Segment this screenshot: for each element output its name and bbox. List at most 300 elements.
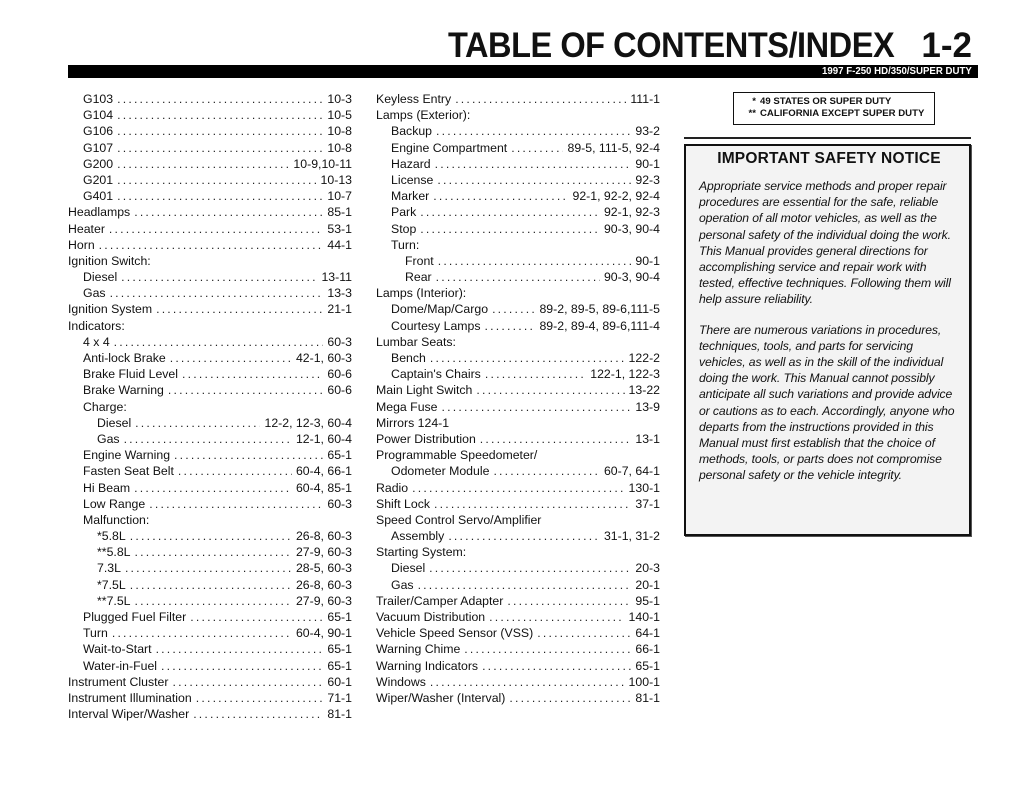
header-bar [68,65,978,78]
entry-pages: 65-1 [327,658,352,673]
dot-leader [182,366,323,382]
dot-leader [492,301,535,317]
entry-pages: 140-1 [628,610,660,624]
page-number: 1-2 [921,26,972,65]
footnote-legend [733,92,935,125]
entry-pages: 28-5, 60-3 [295,561,352,576]
index-entry [68,188,352,204]
entry-label: License [391,172,434,187]
entry-label: Turn [83,626,108,641]
index-entry [376,625,660,641]
dot-leader [174,447,323,463]
entry-label: Stop [391,221,417,236]
entry-pages: 44-1 [327,237,352,252]
dot-leader [135,593,292,609]
entry-pages: 60-3 [327,496,352,511]
dot-leader [438,253,632,269]
index-entry [68,91,352,107]
page-header [440,26,980,66]
entry-label: Diesel [97,415,132,430]
index-entry [68,156,352,172]
dot-leader [99,237,324,253]
index-entry [376,350,660,366]
entry-label: Gas [391,577,414,592]
index-entry [68,350,352,366]
entry-pages: 60-6 [327,383,352,398]
index-entry [376,382,660,398]
index-heading [68,253,352,269]
dot-leader [117,172,316,188]
index-entry [68,415,352,431]
dot-leader [485,366,586,382]
index-entry [376,188,660,204]
entry-pages: 26-8, 60-3 [295,529,352,544]
index-entry [376,123,660,139]
index-entry [68,496,352,512]
dot-leader [114,334,324,350]
dot-leader [442,399,632,415]
index-heading [376,237,660,253]
entry-pages: 13-3 [327,286,352,301]
entry-pages: 90-1 [635,156,660,171]
dot-leader [482,658,631,674]
entry-pages: 60-7, 64-1 [603,464,660,479]
entry-label: Water-in-Fuel [83,658,158,673]
dot-leader [435,156,632,172]
dot-leader [455,91,626,107]
footnote-line [742,96,934,108]
entry-pages: 10-5 [327,108,352,123]
entry-pages: 65-1 [327,610,352,624]
index-entry [376,140,660,156]
entry-label: Heater [68,221,105,236]
entry-pages: 12-1, 60-4 [295,431,352,446]
entry-pages: 27-9, 60-3 [295,545,352,560]
entry-label: 7.3L [97,561,121,576]
dot-leader [511,140,563,156]
index-heading [376,334,660,350]
index-entry [68,641,352,657]
entry-pages: 89-2, 89-4, 89-6,111-4 [539,318,660,333]
dot-leader [509,690,631,706]
dot-leader [412,480,624,496]
dot-leader [117,140,323,156]
dot-leader [448,528,600,544]
entry-label: **5.8L [97,545,131,560]
entry-pages: 65-1 [327,448,352,463]
index-heading [376,544,660,560]
entry-label: G401 [83,189,114,204]
dot-leader [418,577,632,593]
dot-leader [156,641,324,657]
entry-pages: 122-2 [628,351,660,365]
entry-label: Speed Control Servo/Amplifier [376,512,542,527]
dot-leader [109,221,323,237]
dot-leader [134,480,292,496]
entry-label: **7.5L [97,593,131,608]
dot-leader [430,350,625,366]
entry-pages: 27-9, 60-3 [295,593,352,608]
index-entry [376,253,660,269]
entry-pages: 64-1 [635,626,660,641]
entry-pages: 10-8 [327,140,352,155]
safety-notice-title: IMPORTANT SAFETY NOTICE [717,150,941,167]
entry-pages: 111-1 [630,92,660,106]
safety-notice-box [684,144,971,536]
entry-label: Gas [97,431,120,446]
index-entry [68,658,352,674]
index-entry [376,399,660,415]
entry-pages: 21-1 [327,302,352,317]
entry-pages: 95-1 [635,593,660,608]
entry-label: Lamps (Interior): [376,286,467,301]
dot-leader [420,204,600,220]
index-heading [68,512,352,528]
index-entry [68,480,352,496]
index-column-1 [68,91,352,722]
index-column-2 [376,91,660,706]
entry-pages: 60-3 [327,334,352,349]
dot-leader [433,188,568,204]
dot-leader [429,560,631,576]
dot-leader [178,463,292,479]
dot-leader [436,269,600,285]
index-entry [68,382,352,398]
index-entry [68,107,352,123]
dot-leader [134,204,323,220]
entry-label: Horn [68,237,95,252]
entry-label: Brake Warning [83,383,164,398]
entry-label: Headlamps [68,205,131,220]
index-entry [68,625,352,641]
entry-label: Vehicle Speed Sensor (VSS) [376,626,534,641]
index-entry [376,269,660,285]
entry-label: Rear [405,270,432,285]
entry-pages: 60-4, 85-1 [295,480,352,495]
index-entry [376,496,660,512]
entry-label: *7.5L [97,577,126,592]
entry-pages: 122-1, 122-3 [590,367,660,382]
dot-leader [135,544,292,560]
index-entry [68,593,352,609]
index-entry [68,172,352,188]
dot-leader [130,528,292,544]
entry-label: Ignition Switch: [68,253,151,268]
entry-pages: 100-1 [628,674,660,689]
entry-label: Hazard [391,156,431,171]
entry-label: Indicators: [68,318,125,333]
footnote-text: CALIFORNIA EXCEPT SUPER DUTY [760,108,925,119]
dot-leader [420,221,600,237]
index-entry [68,204,352,220]
entry-pages: 93-2 [635,124,660,139]
entry-label: Anti-lock Brake [83,351,166,365]
dot-leader [430,674,625,690]
entry-pages: 92-1, 92-2, 92-4 [572,189,660,204]
index-entry [376,366,660,382]
dot-leader [436,123,631,139]
entry-label: Fasten Seat Belt [83,464,174,479]
index-entry [68,577,352,593]
dot-leader [124,431,292,447]
entry-label: Plugged Fuel Filter [83,610,187,624]
entry-pages: 90-3, 90-4 [603,270,660,285]
index-entry [376,156,660,172]
index-heading [376,107,660,123]
entry-label: 4 x 4 [83,334,110,349]
entry-label: Marker [391,189,430,204]
index-entry [68,560,352,576]
entry-pages: 42-1, 60-3 [295,351,352,365]
entry-label: Engine Compartment [391,140,508,155]
dot-leader [110,285,324,301]
index-entry [376,674,660,690]
entry-label: Mega Fuse [376,399,438,414]
entry-pages: 10-13 [320,172,352,187]
page-title: TABLE OF CONTENTS/INDEX [448,26,895,65]
safety-notice-paragraph: There are numerous variations in procedures, techniques, tools, and parts for servicing vehicles, as well as in the skill of the individual doing the work. This Manual cannot possibly anticipate all such variations and provide advice or cautions as to each. Accordingly, anyone who departs from the instructions provided in this Manual must first establish that the choice of methods, tools, or parts does not compromise personal safety or the vehicle integrity. [699,322,955,483]
index-entry [376,91,660,107]
entry-label: Shift Lock [376,496,430,511]
entry-pages: 89-2, 89-5, 89-6,111-5 [539,302,660,317]
entry-label: Windows [376,674,426,689]
dot-leader [170,350,292,366]
dot-leader [193,706,323,722]
entry-label: Lamps (Exterior): [376,108,471,123]
entry-pages: 13-9 [635,399,660,414]
entry-label: Wait-to-Start [83,642,152,657]
footnote-line [742,108,934,120]
dot-leader [135,415,260,431]
dot-leader [464,641,631,657]
index-entry [68,674,352,690]
index-heading [376,285,660,301]
entry-label: Assembly [391,529,445,544]
dot-leader [161,658,323,674]
entry-label: Power Distribution [376,431,476,446]
index-entry [68,123,352,139]
divider-rule [684,137,971,139]
entry-pages: 92-3 [635,172,660,187]
index-entry [68,285,352,301]
entry-label: Courtesy Lamps [391,318,481,333]
entry-pages: 60-1 [327,674,352,689]
index-entry [68,140,352,156]
entry-pages: 89-5, 111-5, 92-4 [567,140,660,155]
dot-leader [196,690,324,706]
dot-leader [112,625,292,641]
entry-label: Vacuum Distribution [376,610,486,624]
index-entry [376,172,660,188]
entry-label: Engine Warning [83,448,171,463]
dot-leader [121,269,317,285]
index-entry [376,463,660,479]
index-entry [68,269,352,285]
entry-pages: 10-7 [327,189,352,204]
entry-label: Malfunction: [83,512,150,527]
entry-label: Odometer Module [391,464,490,479]
dot-leader [190,609,323,625]
entry-pages: 85-1 [327,205,352,220]
dot-leader [480,431,632,447]
dot-leader [156,301,323,317]
entry-label: Park [391,205,417,220]
entry-pages: 81-1 [635,690,660,705]
index-entry [376,431,660,447]
entry-pages: 71-1 [327,690,352,705]
entry-pages: 60-6 [327,367,352,382]
entry-label: Programmable Speedometer/ [376,448,538,463]
entry-label: Bench [391,351,426,365]
entry-pages: 13-22 [628,383,660,398]
entry-label: Mirrors 124-1 [376,415,450,430]
entry-pages: 81-1 [327,707,352,722]
entry-pages: 13-11 [321,270,352,285]
entry-label: G201 [83,172,114,187]
entry-label: Starting System: [376,545,467,560]
entry-label: *5.8L [97,529,126,544]
index-entry [376,301,660,317]
index-entry [376,480,660,496]
index-entry [68,221,352,237]
entry-label: Diesel [83,270,118,285]
entry-label: Front [405,253,434,268]
entry-label: G107 [83,140,114,155]
index-entry [68,609,352,625]
dot-leader [117,156,289,172]
index-entry [376,528,660,544]
entry-label: G104 [83,108,114,123]
dot-leader [489,609,624,625]
entry-pages: 20-1 [635,577,660,592]
index-entry [376,593,660,609]
entry-label: G103 [83,92,114,106]
entry-pages: 130-1 [628,480,660,495]
dot-leader [117,107,323,123]
vehicle-subtitle: 1997 F-250 HD/350/SUPER DUTY [822,65,972,77]
index-entry [68,528,352,544]
index-heading [376,512,660,528]
entry-label: Turn: [391,237,420,252]
index-entry [68,334,352,350]
dot-leader [537,625,631,641]
entry-label: Dome/Map/Cargo [391,302,489,317]
index-entry [376,658,660,674]
index-entry [376,560,660,576]
entry-pages: 20-3 [635,561,660,576]
dot-leader [507,593,631,609]
entry-pages: 60-4, 90-1 [295,626,352,641]
index-entry [376,318,660,334]
entry-pages: 65-1 [327,642,352,657]
dot-leader [130,577,292,593]
index-heading [68,399,352,415]
index-entry [376,641,660,657]
entry-label: Backup [391,124,433,139]
dot-leader [168,382,324,398]
entry-label: Captain's Chairs [391,367,481,382]
entry-label: Warning Indicators [376,658,479,673]
index-entry [68,463,352,479]
index-heading [68,318,352,334]
entry-pages: 60-4, 66-1 [295,464,352,479]
index-entry [376,415,660,431]
index-entry [68,301,352,317]
entry-label: Main Light Switch [376,383,473,398]
entry-label: Lumbar Seats: [376,334,456,349]
entry-pages: 90-3, 90-4 [603,221,660,236]
dot-leader [125,560,292,576]
entry-label: Trailer/Camper Adapter [376,593,504,608]
dot-leader [437,172,631,188]
entry-pages: 65-1 [635,658,660,673]
index-entry [376,690,660,706]
entry-pages: 10-3 [327,92,352,106]
dot-leader [493,463,600,479]
entry-pages: 26-8, 60-3 [295,577,352,592]
dot-leader [485,318,536,334]
entry-label: Interval Wiper/Washer [68,707,190,722]
dot-leader [117,123,323,139]
entry-label: Wiper/Washer (Interval) [376,690,506,705]
entry-pages: 12-2, 12-3, 60-4 [264,415,352,430]
footnote-mark: * [752,96,756,107]
entry-pages: 37-1 [635,496,660,511]
entry-pages: 53-1 [327,221,352,236]
entry-label: Instrument Illumination [68,690,192,705]
footnote-text: 49 STATES OR SUPER DUTY [760,96,892,107]
entry-pages: 90-1 [635,253,660,268]
dot-leader [172,674,323,690]
dot-leader [434,496,631,512]
entry-label: G200 [83,156,114,171]
index-entry [376,609,660,625]
index-entry [68,544,352,560]
index-heading [376,447,660,463]
entry-pages: 10-9,10-11 [293,156,352,171]
entry-label: Low Range [83,496,146,511]
entry-pages: 31-1, 31-2 [603,529,660,544]
entry-label: Hi Beam [83,480,131,495]
index-entry [68,690,352,706]
index-entry [376,221,660,237]
index-entry [68,366,352,382]
entry-pages: 13-1 [635,431,660,446]
dot-leader [117,91,323,107]
entry-label: Keyless Entry [376,92,452,106]
entry-label: Diesel [391,561,426,576]
index-entry [376,577,660,593]
index-entry [68,237,352,253]
entry-label: Brake Fluid Level [83,367,179,382]
footnote-mark: ** [748,108,756,119]
index-entry [68,431,352,447]
dot-leader [149,496,323,512]
dot-leader [117,188,323,204]
entry-label: Warning Chime [376,642,461,657]
entry-label: G106 [83,124,114,139]
entry-pages: 66-1 [635,642,660,657]
dot-leader [476,382,624,398]
index-entry [68,447,352,463]
entry-label: Radio [376,480,409,495]
index-entry [68,706,352,722]
entry-label: Instrument Cluster [68,674,169,689]
entry-label: Ignition System [68,302,153,317]
safety-notice-paragraph: Appropriate service methods and proper repair procedures are essential for the safe, reliable operation of all motor vehicles, as well as the personal safety of the individual doing the work. This Manual provides general directions for accomplishing service and repair work with tested, effective techniques. Following them will help assure reliability. [699,179,951,307]
entry-pages: 92-1, 92-3 [603,205,660,220]
entry-pages: 10-8 [327,124,352,139]
